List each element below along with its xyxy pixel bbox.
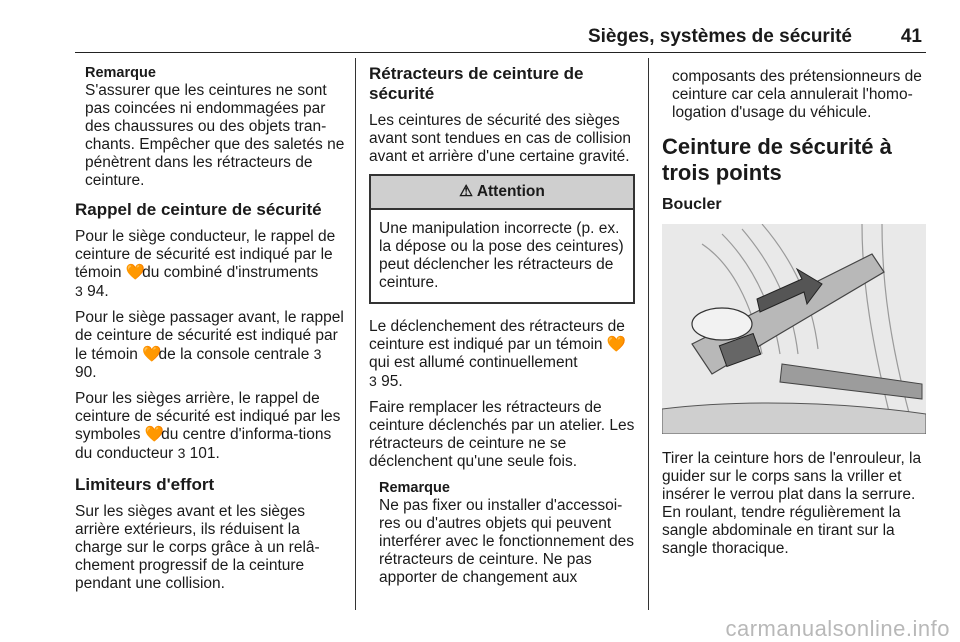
note-label: Remarque	[379, 480, 450, 496]
page-ref-arrow-icon: 3	[75, 283, 83, 299]
watermark: carmanualsonline.info	[725, 616, 950, 641]
paragraph: Faire remplacer les rétracteurs de ceinture déclenchés par un atelier. Les rétracteurs de ceinture ne se déclenchent qu'une seule fois.	[369, 399, 635, 470]
seatbelt-reminder-icon: 🧡	[144, 426, 165, 443]
buckle-seatbelt-illustration	[662, 224, 926, 434]
page-ref[interactable]: 90.	[75, 364, 97, 381]
section-heading: Limiteurs d'effort	[75, 475, 215, 494]
page-ref[interactable]: 101.	[189, 445, 220, 462]
page-ref[interactable]: 94.	[87, 283, 109, 300]
page-ref-arrow-icon: 3	[177, 445, 186, 461]
paragraph: Pour les sièges arrière, le rappel de ceinture de sécurité est indiqué par les symboles 🧡 du centre d'informa-tions du conducteur 3 101.	[75, 390, 341, 462]
section-heading: Rétracteurs de ceinture de sécurité	[369, 64, 584, 103]
warning-header	[371, 176, 633, 210]
note-text: Ne pas fixer ou installer d'accessoi-res ou d'autres objets qui peuvent interférer avec le fonctionnement des rétracteurs de ceinture. Ne pas apporter de changement aux	[379, 497, 635, 586]
paragraph: Tirer la ceinture hors de l'enrouleur, la guider sur le corps sans la vriller et insérer le verrou plat dans la serrure. En roulant, tendre régulièrement la sangle abdominale en tirant sur la sangle thoracique.	[662, 450, 922, 557]
page-ref-arrow-icon: 3	[313, 346, 322, 362]
section-title: Sièges, systèmes de sécurité	[587, 26, 852, 47]
page-ref[interactable]: 95.	[381, 373, 403, 390]
paragraph: Le déclenchement des rétracteurs de ceinture est indiqué par un témoin 🧡 qui est allumé continuellement 3 95.	[369, 318, 627, 390]
note-text: S'assurer que les ceintures ne sont pas coincées ni endommagées par des chaussures ou des objets tran-chants. Empêcher que des saletés ne pénètrent dans les rétracteurs de ceinture.	[85, 82, 345, 189]
seatbelt-illustration	[662, 224, 926, 434]
column-divider	[355, 58, 356, 610]
section-heading: Rappel de ceinture de sécurité	[75, 200, 322, 219]
warning-title: Attention	[476, 183, 545, 200]
paragraph: Les ceintures de sécurité des sièges avant sont tendues en cas de collision avant et arrière d'une certaine gravité.	[369, 112, 631, 165]
paragraph: Pour le siège conducteur, le rappel de ceinture de sécurité est indiqué par le témoin 🧡 du combiné d'instruments 3 94.	[75, 228, 336, 300]
page-ref-arrow-icon: 3	[369, 373, 377, 389]
warning-triangle-icon: ⚠	[459, 183, 474, 200]
subsection-heading: Boucler	[662, 196, 722, 213]
pretensioner-icon: 🧡	[606, 336, 627, 353]
note-label: Remarque	[85, 65, 156, 81]
column-1	[75, 64, 347, 601]
section-heading: Ceinture de sécurité à trois points	[662, 134, 892, 185]
passenger-seatbelt-icon: 🧡	[142, 346, 162, 363]
column-3	[662, 64, 926, 566]
note-continuation: composants des prétensionneurs de ceinture car cela annulerait l'homo-logation d'usage du véhicule.	[672, 68, 922, 121]
column-divider	[648, 58, 649, 610]
column-2	[369, 64, 635, 597]
page-number: 41	[900, 26, 922, 47]
paragraph: Sur les sièges avant et les sièges arrière extérieurs, ils réduisent la charge sur le corps grâce à un relâ-chement progressif de la ceinture pendant une collision.	[75, 503, 320, 592]
note-block	[379, 479, 635, 587]
seatbelt-reminder-icon: 🧡	[125, 264, 146, 281]
warning-box	[369, 174, 635, 304]
page-header	[75, 22, 926, 53]
warning-text: Une manipulation incorrecte (p. ex. la dépose ou la pose des ceintures) peut déclencher les rétracteurs de ceinture.	[379, 220, 624, 291]
paragraph: Pour le siège passager avant, le rappel de ceinture de sécurité est indiqué par le témoin 🧡 de la console centrale 3 90.	[75, 309, 344, 381]
note-block	[85, 64, 347, 190]
